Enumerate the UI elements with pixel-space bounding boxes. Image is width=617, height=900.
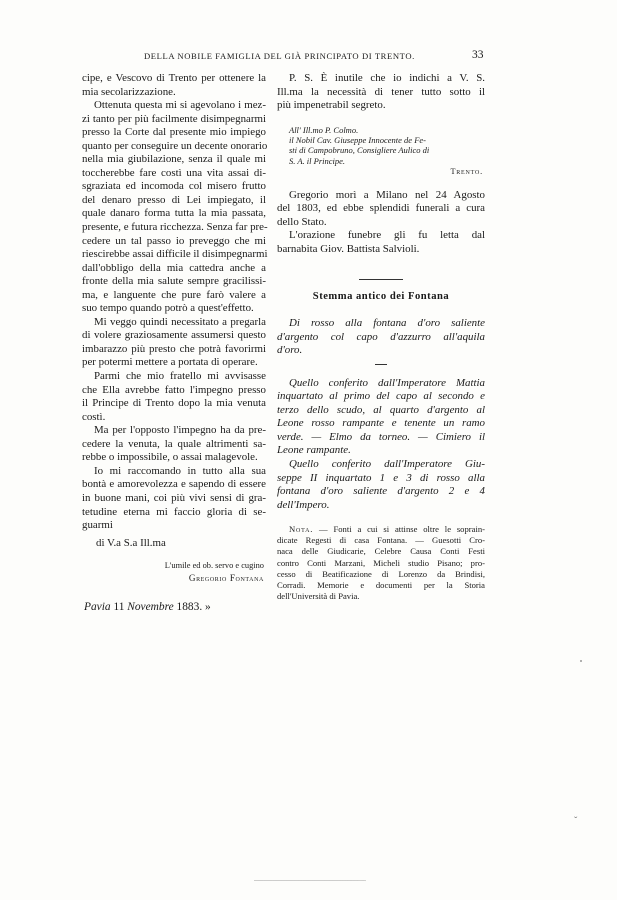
blazon-line: Quello conferito dall'Imperatore Giu- (289, 458, 485, 471)
text-line: costì. (82, 410, 106, 423)
text-line: quanto per conseguire un decente onorario (82, 139, 268, 152)
text-line: cipe, e Vescovo di Trento per ottenere la (82, 72, 266, 84)
text-line: zi tanto per più facilmente disimpegnarmi (82, 112, 266, 125)
page-edge-line (30, 880, 590, 882)
date-year: 1883. » (176, 601, 211, 614)
text-line: Io mi raccomando in tutto alla sua (94, 464, 266, 477)
text-line: guarmi (82, 519, 113, 532)
signature-name (82, 572, 266, 585)
signature-name-text: Gregorio Fontana (188, 573, 264, 584)
date-month: Novembre (127, 601, 174, 614)
text-line: riescirebbe assai difficile il disimpegnarmi (82, 248, 268, 261)
blazon-line: Quello conferito dall'Imperatore Mattia (289, 376, 485, 389)
text-line: che Ella avrebbe fatto l'impegno presso (82, 383, 266, 396)
text-line: rebbe o impossibile, o assai malagevole. (82, 451, 258, 464)
blazon-line: seppe II inquartato 1 e 3 di rosso alla (277, 471, 485, 484)
text-line: sgraziata ed incomoda col misero frutto (82, 180, 266, 193)
text-line: ma, e languente che pure farò valere a (82, 288, 266, 301)
text-line: presso la Corte dal presente mio impiego (82, 126, 266, 139)
text-line: tetudine eterna mi faccio gloria di se- (82, 505, 266, 518)
note-line: cesso di Beatificazione di Lorenzo da Brindisi, (277, 568, 485, 579)
text-line: dall'obbligo della mia cattedra anche a (82, 261, 266, 274)
note-line: dicate Regesti di casa Fontana. — Guesotti Cro- (277, 535, 485, 546)
blazon-line: Leone rosso rampante e tenente un ramo (277, 417, 485, 430)
text-line: fronte della mia salute sempre gracilissi- (82, 275, 266, 288)
address-line: sti di Campobruno, Consigliere Aulico di (289, 145, 430, 156)
note-line (277, 524, 485, 535)
blazon-line: verde. — Elmo da torneo. — Cimiero il (277, 430, 485, 443)
address-line: S. A. il Principe. (289, 155, 346, 166)
page-number: 33 (472, 49, 484, 61)
blazon-line: terzo dello scudo, al quarto d'argento al (277, 403, 485, 416)
text-line: Mi veggo quindi necessitato a pregarla (94, 315, 266, 328)
letter-closing: di V.a S.a Ill.ma (96, 536, 166, 549)
text-line: cedere la venuta, la quale altrimenti sa- (82, 437, 266, 450)
text-line: imbarazzo più presto che potrà favorirmi (82, 342, 266, 355)
letter-date (82, 601, 266, 615)
section-title: Stemma antico dei Fontana (312, 290, 450, 302)
text-line: mia secolarizzazione. (82, 85, 176, 98)
date-place: Pavia (84, 601, 111, 614)
date-day: 11 (113, 601, 125, 614)
postscript-line: P. S. È inutile che io indichi a V. S. (289, 72, 485, 84)
section-divider (359, 279, 403, 280)
text-line: Ottenuta questa mi si agevolano i mez- (94, 99, 266, 112)
blazon-line: fontana d'oro saliente d'argento 2 e 4 (277, 485, 485, 498)
text-line: Gregorio morì a Milano nel 24 Agosto (289, 188, 485, 201)
address-line: il Nobil Cav. Giuseppe Innocente de Fe- (289, 134, 426, 145)
short-divider (375, 364, 387, 365)
note-line: dell'Università di Pavia. (277, 590, 360, 601)
text-line: L'orazione funebre gli fu letta dal (289, 229, 485, 242)
scan-speck (580, 660, 582, 662)
text-line: Ma per l'opposto l'impegno ha da pre- (94, 424, 266, 437)
text-line: bontà e amorevolezza e sapendo di essere (82, 478, 266, 491)
text-line: nella mia giubilazione, senza il quale mi (82, 153, 266, 166)
blazon-line: dell'Impero. (277, 498, 330, 511)
signature-formula: L'umile ed ob. servo e cugino (164, 561, 264, 571)
running-title: DELLA NOBILE FAMIGLIA DEL GIÀ PRINCIPATO DI TRENTO. (144, 51, 415, 61)
blazon-line: Di rosso alla fontana d'oro saliente (289, 317, 485, 330)
postscript-line: Ill.ma la necessità di tener tutto sotto il (277, 85, 485, 98)
text-line: per potermi mettere a portata di operare. (82, 356, 258, 369)
text-line: di volere graziosamente assumersi questo (82, 329, 266, 342)
text-line: presente, e futura ricchezza. Senza far pre- (82, 221, 268, 234)
note-line: Corradi. Memorie e documenti per la Storia (277, 579, 485, 590)
text-line: del denaro presso di Lei impiegato, il (82, 193, 266, 206)
blazon-line: d'argento col capo d'azzurro all'aquila (277, 330, 485, 343)
note-text: — Fonti a cui si attinse oltre le soprain- (313, 524, 485, 535)
scan-mark: ˇ (574, 816, 578, 827)
blazon-line: Leone rampante. (277, 444, 351, 457)
blazon-line: d'oro. (277, 344, 303, 357)
right-column (277, 72, 485, 602)
address-block (277, 125, 485, 166)
text-line: dello Stato. (277, 215, 327, 228)
text-line: barnabita Giov. Battista Salvioli. (277, 243, 420, 256)
sources-note (277, 524, 485, 602)
left-column (82, 72, 266, 615)
note-label: Nota. (289, 524, 314, 535)
note-line: contro Conti Marzani, Micheli studio Pisano; pro- (277, 557, 485, 568)
text-line: il Principe di Trento dopo la mia venuta (82, 397, 266, 410)
text-line: quale danaro forma tutta la mia passata, (82, 207, 266, 220)
postscript-line: più impenetrabil segreto. (277, 99, 386, 112)
text-line: del 1803, ed ebbe splendidi funerali a cura (277, 202, 485, 215)
running-header (0, 51, 617, 65)
text-line: suo tempo quando potrò a quest'effetto. (82, 302, 254, 315)
address-city: Trento. (450, 166, 483, 176)
text-line: Parmi che mio fratello mi avvisasse (94, 370, 266, 383)
text-line: cedere un tal passo io preveggo che mi (82, 234, 266, 247)
note-line: naca delle Giudicarie, Celebre Causa Conti Festi (277, 546, 485, 557)
text-line: toccherebbe fare costì una vita assai di- (82, 166, 266, 179)
text-line: in buone mani, coi più vivi sensi di gra- (82, 491, 266, 504)
address-line: All' Ill.mo P. Colmo. (289, 124, 359, 135)
blazon-line: inquartato al primo del capo al secondo e (277, 390, 485, 403)
